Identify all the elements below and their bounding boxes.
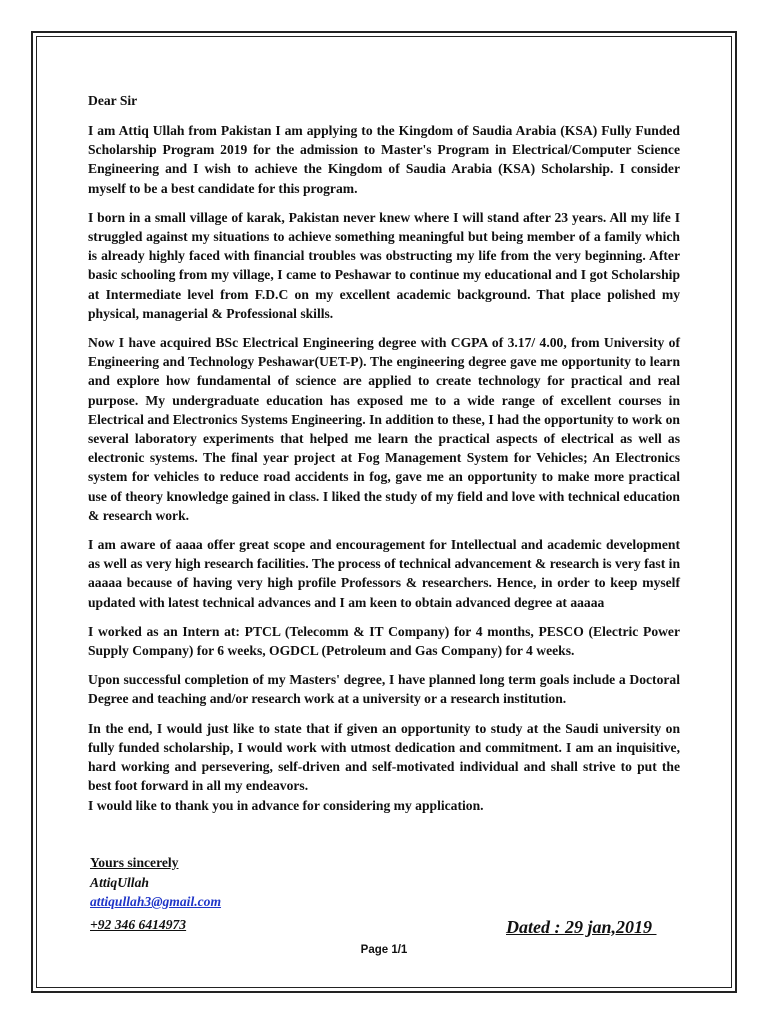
paragraph-education: Now I have acquired BSc Electrical Engineering degree with CGPA of 3.17/ 4.00, from University of Engineering and Technology Peshawar(UET-P). The engineering degree gave me opportunity to learn and explore how fundamental of science are applied to create technology for practical and real purpose. My undergraduate education has exposed me to a wide range of excellent courses in Electrical and Electronics Systems Engineering. In addition to these, I had the opportunity to work on several laboratory experiments that helped me learn the practical aspects of electrical as well as electronic systems. The final year project at Fog Management System for Vehicles; An Electronics system for vehicles to reduce road accidents in fog, gave me an opportunity to make more practical use of theory knowledge gained in class. I liked the study of my field and love with technical education & research work. xyxy=(88,335,680,523)
paragraph-introduction: I am Attiq Ullah from Pakistan I am applying to the Kingdom of Saudia Arabia (KSA) Fully Funded Scholarship Program 2019 for the admission to Master's Program in Electrical/Computer Science Engineering and I wish to achieve the Kingdom of Saudia Arabia (KSA) Scholarship. I consider myself to be a best candidate for this program. xyxy=(88,123,680,196)
paragraph-conclusion: In the end, I would just like to state that if given an opportunity to study at the Saudi university on fully funded scholarship, I would work with utmost dedication and commitment. I am an inquisitive, hard working and persevering, self-driven and self-motivated individual and shall strive to put the best foot forward in all my endeavors. xyxy=(88,720,680,794)
paragraph-goals: Upon successful completion of my Masters' degree, I have planned long term goals include a Doctoral Degree and teaching and/or research work at a university or a research institution. xyxy=(88,672,680,707)
paragraph-background: I born in a small village of karak, Pakistan never knew where I will stand after 23 years. All my life I struggled against my situations to achieve something meaningful but being member of a family which is already highly faced with financial troubles was obstructing my life from the very beginning. After basic schooling from my village, I came to Peshawar to continue my educational and I got Scholarship at Intermediate level from F.D.C on my excellent academic background. That place polished my physical, managerial & Professional skills. xyxy=(88,209,680,321)
phone-number: +92 346 6414973 xyxy=(90,916,187,932)
paragraph-internships: I worked as an Intern at: PTCL (Telecomm & IT Company) for 4 months, PESCO (Electric Power Supply Company) for 6 weeks, OGDCL (Petroleum and Gas Company) for 4 weeks. xyxy=(88,623,680,659)
email-link[interactable]: attiqullah3@gmail.com xyxy=(90,894,222,909)
closing-salutation: Yours sincerely xyxy=(90,855,179,870)
greeting: Dear Sir xyxy=(88,93,138,108)
signer-name: AttiqUllah xyxy=(90,874,149,890)
date-line: Dated : 29 jan,2019 xyxy=(506,917,657,937)
letter-body xyxy=(88,91,680,825)
paragraph-thanks: I would like to thank you in advance for considering my application. xyxy=(88,797,484,813)
signature-block xyxy=(90,853,390,934)
paragraph-university-interest: I am aware of aaaa offer great scope and encouragement for Intellectual and academic development as well as very high research facilities. The process of technical advancement & research is very fast in aaaaa because of having very high profile Professors & researchers. Hence, in order to keep myself updated with latest technical advances and I am keen to obtain advanced degree at aaaaa xyxy=(88,537,680,610)
page-number: Page 1/1 xyxy=(360,944,408,956)
